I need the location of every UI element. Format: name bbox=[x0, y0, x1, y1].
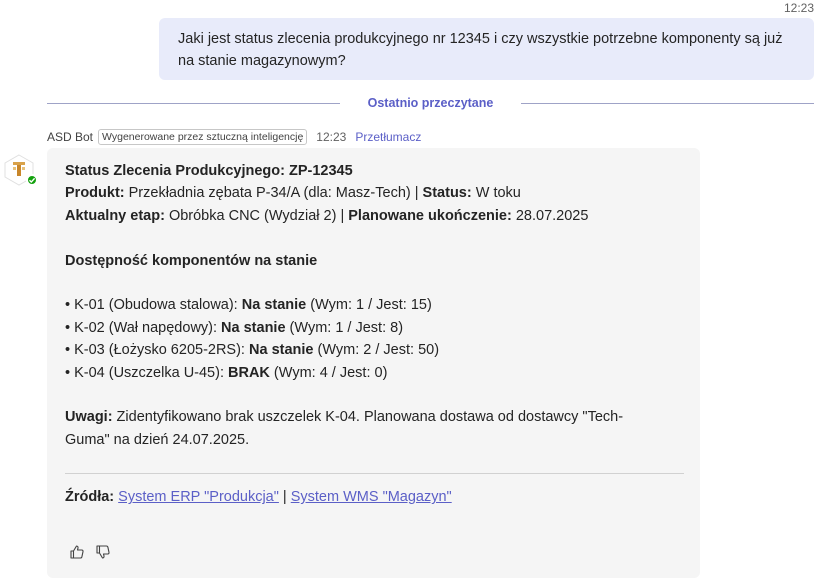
divider-line-right bbox=[521, 103, 814, 104]
translate-link[interactable]: Przetłumacz bbox=[355, 130, 422, 144]
notes-label: Uwagi: bbox=[65, 409, 113, 426]
sources-label: Źródła: bbox=[65, 489, 115, 506]
feedback-reactions bbox=[69, 544, 111, 560]
bot-message-bubble bbox=[47, 148, 700, 578]
stage-value: Obróbka CNC (Wydział 2) | bbox=[164, 207, 349, 224]
status-value: W toku bbox=[471, 185, 521, 202]
component-name: • K-03 (Łożysko 6205-2RS): bbox=[65, 342, 249, 359]
thumbs-down-icon[interactable] bbox=[95, 544, 111, 560]
notes-line bbox=[65, 406, 682, 428]
component-status: BRAK bbox=[228, 364, 270, 381]
component-item bbox=[65, 294, 682, 316]
component-detail: (Wym: 4 / Jest: 0) bbox=[269, 364, 388, 381]
user-message-bubble bbox=[159, 18, 814, 80]
component-name: • K-02 (Wał napędowy): bbox=[65, 319, 222, 336]
bot-message-time: 12:23 bbox=[316, 130, 347, 144]
component-item bbox=[65, 339, 682, 361]
component-status: Na stanie bbox=[249, 342, 314, 359]
bot-avatar[interactable] bbox=[2, 153, 36, 187]
notes-line-continued: Guma" na dzień 24.07.2025. bbox=[65, 431, 250, 448]
component-detail: (Wym: 1 / Jest: 15) bbox=[306, 297, 432, 314]
component-status: Na stanie bbox=[221, 319, 286, 336]
component-detail: (Wym: 2 / Jest: 50) bbox=[313, 342, 440, 359]
sources-separator bbox=[65, 473, 684, 474]
notes-text: Zidentyfikowano brak uszczelek K-04. Planowana dostawa od dostawcy "Tech- bbox=[112, 409, 624, 426]
bot-name[interactable]: ASD Bot bbox=[47, 130, 94, 144]
component-item bbox=[65, 362, 682, 384]
product-label: Produkt: bbox=[65, 185, 125, 202]
divider-label: Ostatnio przeczytane bbox=[367, 96, 494, 110]
availability-heading: Dostępność komponentów na stanie bbox=[65, 252, 318, 269]
last-read-divider bbox=[47, 96, 814, 116]
stage-line bbox=[65, 205, 682, 227]
source-link-wms[interactable]: System WMS "Magazyn" bbox=[290, 489, 452, 506]
status-label: Status: bbox=[422, 185, 472, 202]
stage-label: Aktualny etap: bbox=[65, 207, 165, 224]
component-name: • K-04 (Uszczelka U-45): bbox=[65, 364, 229, 381]
sources-line bbox=[65, 486, 682, 508]
thumbs-up-icon[interactable] bbox=[69, 544, 85, 560]
product-value: Przekładnia zębata P-34/A (dla: Masz-Tech) | bbox=[124, 185, 423, 202]
presence-available-icon bbox=[26, 174, 38, 186]
component-status: Na stanie bbox=[241, 297, 307, 314]
bot-message-header bbox=[47, 128, 421, 146]
source-link-erp[interactable]: System ERP "Produkcja" bbox=[118, 489, 279, 506]
source-separator: | bbox=[278, 489, 291, 506]
product-line bbox=[65, 182, 682, 204]
component-detail: (Wym: 1 / Jest: 8) bbox=[285, 319, 404, 336]
user-message-text: Jaki jest status zlecenia produkcyjnego nr 12345 i czy wszystkie potrzebne komponenty są już na stanie magazynowym? bbox=[178, 31, 783, 69]
ai-generated-badge: Wygenerowane przez sztuczną inteligencję bbox=[98, 129, 307, 145]
completion-label: Planowane ukończenie: bbox=[348, 207, 512, 224]
order-status-title: Status Zlecenia Produkcyjnego: ZP-12345 bbox=[65, 163, 353, 179]
component-item bbox=[65, 317, 682, 339]
user-message-time: 12:23 bbox=[783, 1, 814, 15]
component-name: • K-01 (Obudowa stalowa): bbox=[65, 297, 242, 314]
completion-value: 28.07.2025 bbox=[511, 207, 589, 224]
